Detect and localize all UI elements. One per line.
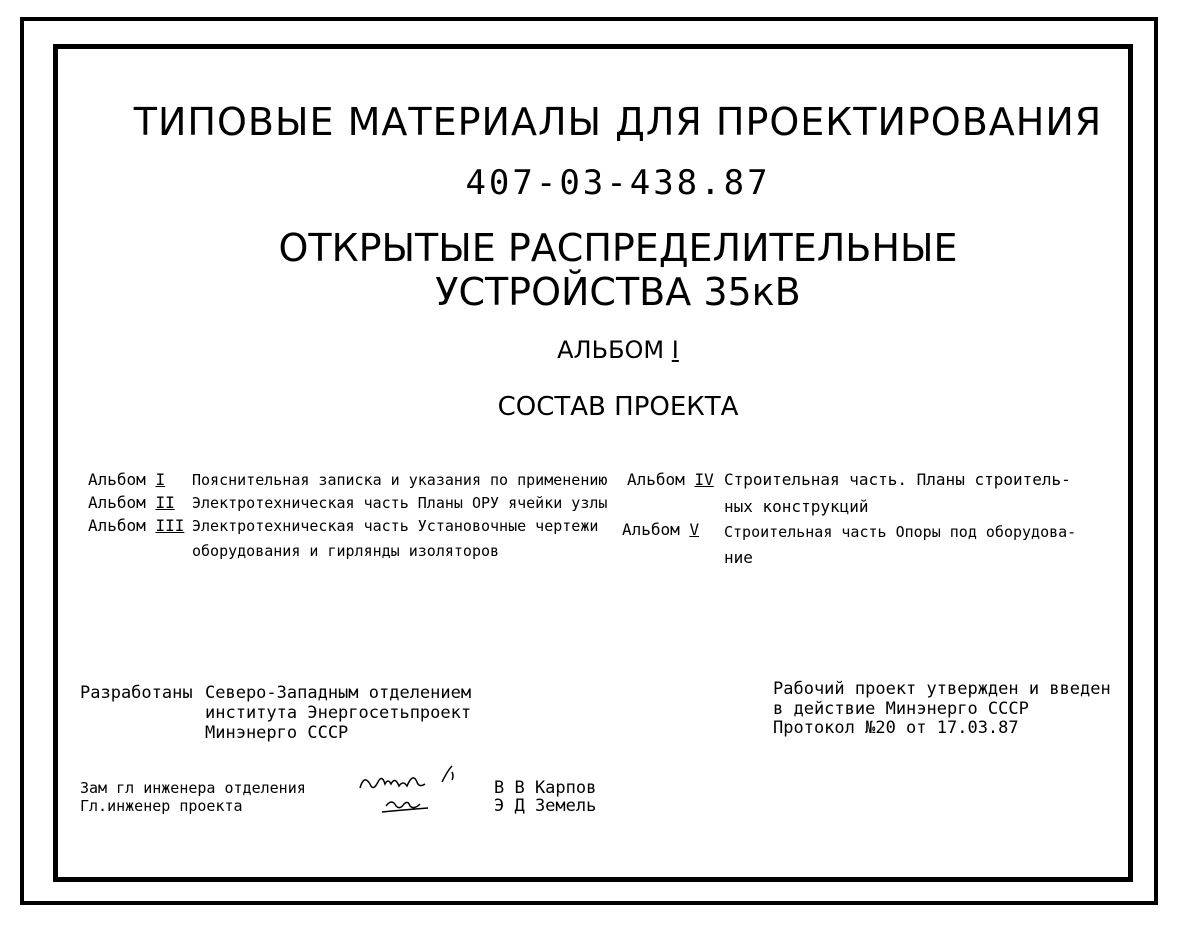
approval-line: Протокол №20 от 17.03.87 <box>773 718 1019 738</box>
section-title: СОСТАВ ПРОЕКТА <box>497 392 739 422</box>
album-description: Пояснительная записка и указания по применению <box>192 471 608 489</box>
approval-line: Рабочий проект утвержден и введен <box>773 679 1111 699</box>
album-description-cont: оборудования и гирлянды изоляторов <box>192 542 500 560</box>
project-title <box>118 226 1118 314</box>
document-code: 407-03-438.87 <box>465 163 771 203</box>
album-label: Альбом II <box>88 493 175 512</box>
signature-role: Зам гл инженера отделения <box>80 779 306 797</box>
handwritten-signatures <box>352 760 472 820</box>
album-heading <box>118 336 1118 364</box>
album-number: I <box>671 336 679 364</box>
album-description-cont: ние <box>724 548 753 567</box>
album-description: Строительная часть Опоры под оборудова- <box>724 523 1077 541</box>
developers-line: института Энергосетьпроект <box>205 703 472 723</box>
developers-label: Разработаны <box>80 683 193 703</box>
album-description: Строительная часть. Планы строитель- <box>724 470 1071 489</box>
series-title: ТИПОВЫЕ МАТЕРИАЛЫ ДЛЯ ПРОЕКТИРОВАНИЯ <box>133 100 1103 144</box>
signature-role: Гл.инженер проекта <box>80 797 243 815</box>
project-title-line-2: УСТРОЙСТВА 35кВ <box>435 270 801 314</box>
project-title-line-1: ОТКРЫТЫЕ РАСПРЕДЕЛИТЕЛЬНЫЕ <box>278 226 958 270</box>
album-description: Электротехническая часть Установочные чертежи <box>192 517 599 535</box>
album-description-cont: ных конструкций <box>724 497 869 516</box>
album-label: Альбом IV <box>627 470 714 489</box>
album-description: Электротехническая часть Планы ОРУ ячейки узлы <box>192 494 608 512</box>
signature-name: Э Д Земель <box>494 796 597 816</box>
signature-name: В В Карпов <box>494 778 597 798</box>
approval-line: в действие Минэнерго СССР <box>773 699 1029 719</box>
developers-line: Северо-Западным отделением <box>205 683 472 703</box>
album-label: Альбом V <box>622 520 700 539</box>
album-prefix: АЛЬБОМ <box>557 336 665 364</box>
album-label: Альбом III <box>88 516 185 535</box>
album-label: Альбом I <box>88 470 166 489</box>
developers-line: Минэнерго СССР <box>205 723 349 743</box>
